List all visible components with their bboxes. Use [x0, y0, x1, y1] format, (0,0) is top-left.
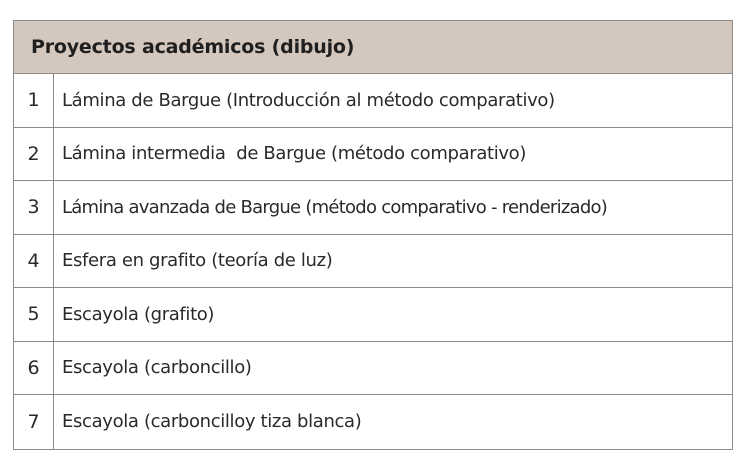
row-number: 3 [14, 181, 54, 234]
row-number: 4 [14, 235, 54, 288]
row-description: Escayola (grafito) [62, 303, 215, 325]
row-description: Lámina de Bargue (Introducción al método comparativo) [62, 89, 555, 111]
row-description: Lámina intermedia de Bargue (método comparativo) [62, 143, 526, 165]
row-description: Escayola (carboncillo) [62, 357, 252, 379]
row-number: 2 [14, 128, 54, 181]
table-row [14, 342, 732, 396]
table-row [14, 235, 732, 289]
table-title: Proyectos académicos (dibujo) [31, 36, 355, 58]
row-number: 1 [14, 74, 54, 127]
projects-table [13, 20, 733, 450]
table-row [14, 395, 732, 449]
table-row [14, 288, 732, 342]
row-description: Lámina avanzada de Bargue (método comparativo - renderizado) [62, 196, 608, 218]
table-row [14, 181, 732, 235]
row-number: 7 [14, 395, 54, 449]
table-row [14, 74, 732, 128]
table-header [14, 21, 732, 74]
row-number: 5 [14, 288, 54, 341]
row-description: Esfera en grafito (teoría de luz) [62, 250, 333, 272]
row-description: Escayola (carboncilloy tiza blanca) [62, 411, 362, 433]
table-row [14, 128, 732, 182]
row-number: 6 [14, 342, 54, 395]
